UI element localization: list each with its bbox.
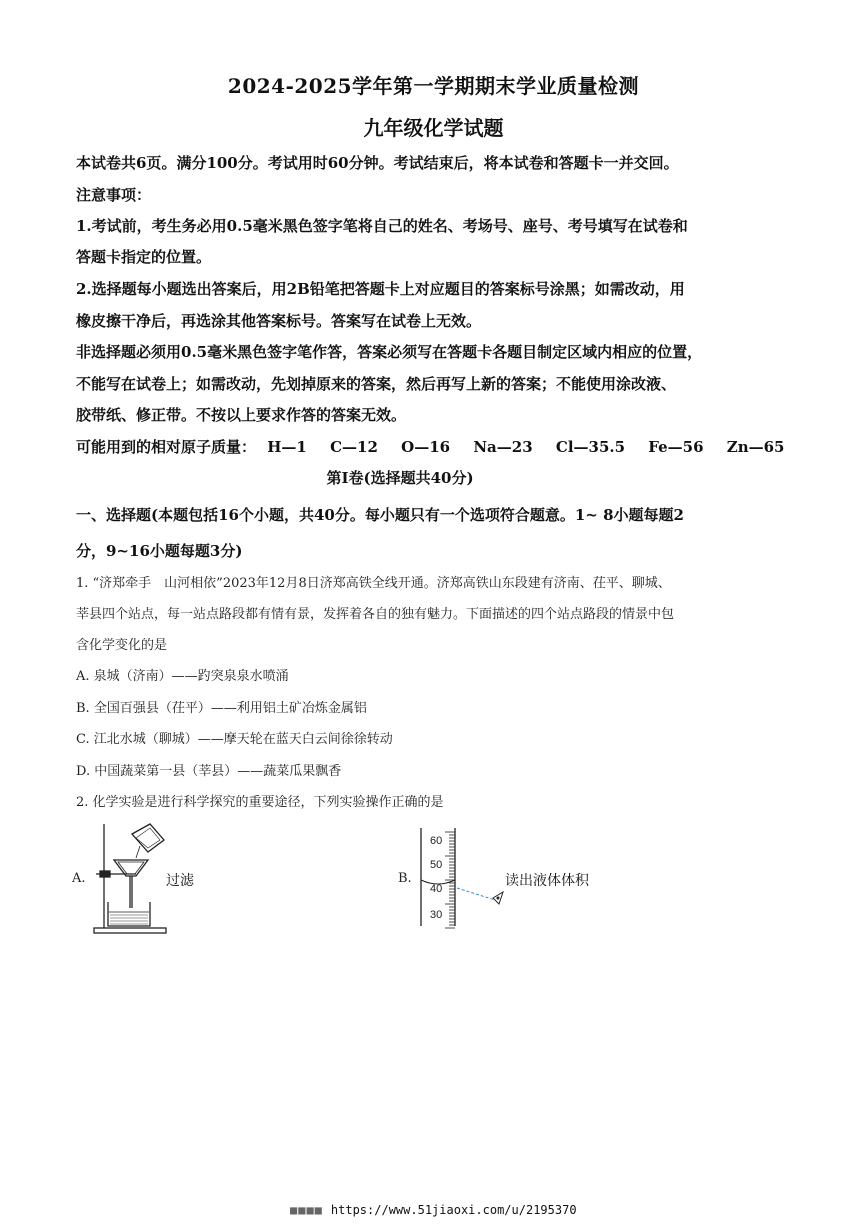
q1-stem: 1. “济郑牵手 山河相依”2023年12月8日济郑高铁全线开通。济郑高铁山东段建有济南、茌平、聊城、 xyxy=(76,576,671,591)
footer-url[interactable]: https://www.51jiaoxi.com/u/2195370 xyxy=(330,1203,577,1217)
q1-stem-cont2: 含化学变化的是 xyxy=(76,638,168,653)
q2-option-b-letter: B. xyxy=(398,871,412,886)
atomic-mass-h: H—1 xyxy=(267,438,307,456)
q2-option-b-text: 读出液体体积 xyxy=(505,873,589,889)
notice-item-3-cont: 不能写在试卷上；如需改动，先划掉原来的答案，然后再写上新的答案；不能使用涂改液、 xyxy=(76,375,677,393)
atomic-mass-o: O—16 xyxy=(401,438,451,456)
atomic-masses xyxy=(76,436,803,457)
q2-option-a-text: 过滤 xyxy=(166,873,194,889)
notice-item-1: 1.考试前，考生务必用0.5毫米黑色签字笔将自己的姓名、考场号、座号、考号填写在试卷和 xyxy=(76,217,688,235)
footer-watermark xyxy=(290,1203,577,1217)
intro-line: 本试卷共6页。满分100分。考试用时60分钟。考试结束后，将本试卷和答题卡一并交回。 xyxy=(76,154,679,172)
cylinder-tick-30: 30 xyxy=(430,909,443,921)
q1-option-d: D. 中国蔬菜第一县（莘县）——蔬菜瓜果飘香 xyxy=(76,764,342,779)
exam-title: 2024-2025学年第一学期期末学业质量检测 xyxy=(227,74,640,98)
atomic-masses-label: 可能用到的相对原子质量： xyxy=(76,438,257,456)
notice-item-2-cont: 橡皮擦干净后，再选涂其他答案标号。答案写在试卷上无效。 xyxy=(76,312,482,330)
section-heading-cont: 分，9~16小题每题3分) xyxy=(76,542,243,560)
filtration-apparatus-icon xyxy=(92,820,172,935)
atomic-mass-fe: Fe—56 xyxy=(648,438,704,456)
cylinder-tick-50: 50 xyxy=(430,859,443,871)
q1-option-a: A. 泉城（济南）——趵突泉泉水喷涌 xyxy=(76,669,289,684)
notice-item-3: 非选择题必须用0.5毫米黑色签字笔作答，答案必须写在答题卡各题目制定区域内相应的位置， xyxy=(76,343,703,361)
q1-stem-cont: 莘县四个站点，每一站点路段都有情有景，发挥着各自的独有魅力。下面描述的四个站点路段的情景中包 xyxy=(76,607,675,622)
notice-item-1-cont: 答题卡指定的位置。 xyxy=(76,248,212,266)
exam-subtitle: 九年级化学试题 xyxy=(363,116,504,140)
q1-option-b: B. 全国百强县（茌平）——利用铝土矿冶炼金属铝 xyxy=(76,701,367,716)
notice-item-3-cont2: 胶带纸、修正带。不按以上要求作答的答案无效。 xyxy=(76,406,407,424)
q2-option-a-letter: A. xyxy=(72,871,86,886)
cylinder-tick-40: 40 xyxy=(430,883,443,895)
notice-title: 注意事项： xyxy=(76,186,152,204)
footer-dots: ■■■■ xyxy=(290,1203,323,1217)
atomic-mass-c: C—12 xyxy=(330,438,378,456)
q2-stem: 2. 化学实验是进行科学探究的重要途径，下列实验操作正确的是 xyxy=(76,795,444,810)
atomic-mass-na: Na—23 xyxy=(473,438,533,456)
cylinder-tick-60: 60 xyxy=(430,835,443,847)
section-heading: 一、选择题(本题包括16个小题，共40分。每小题只有一个选项符合题意。1~ 8小题每题2 xyxy=(76,506,684,524)
atomic-mass-zn: Zn—65 xyxy=(726,438,785,456)
notice-item-2: 2.选择题每小题选出答案后，用2B铅笔把答题卡上对应题目的答案标号涂黑；如需改动，用 xyxy=(76,280,685,298)
section-title: 第I卷(选择题共40分) xyxy=(326,469,474,487)
atomic-mass-cl: Cl—35.5 xyxy=(555,438,626,456)
graduated-cylinder-icon xyxy=(415,826,515,930)
q1-option-c: C. 江北水城（聊城）——摩天轮在蓝天白云间徐徐转动 xyxy=(76,732,393,747)
